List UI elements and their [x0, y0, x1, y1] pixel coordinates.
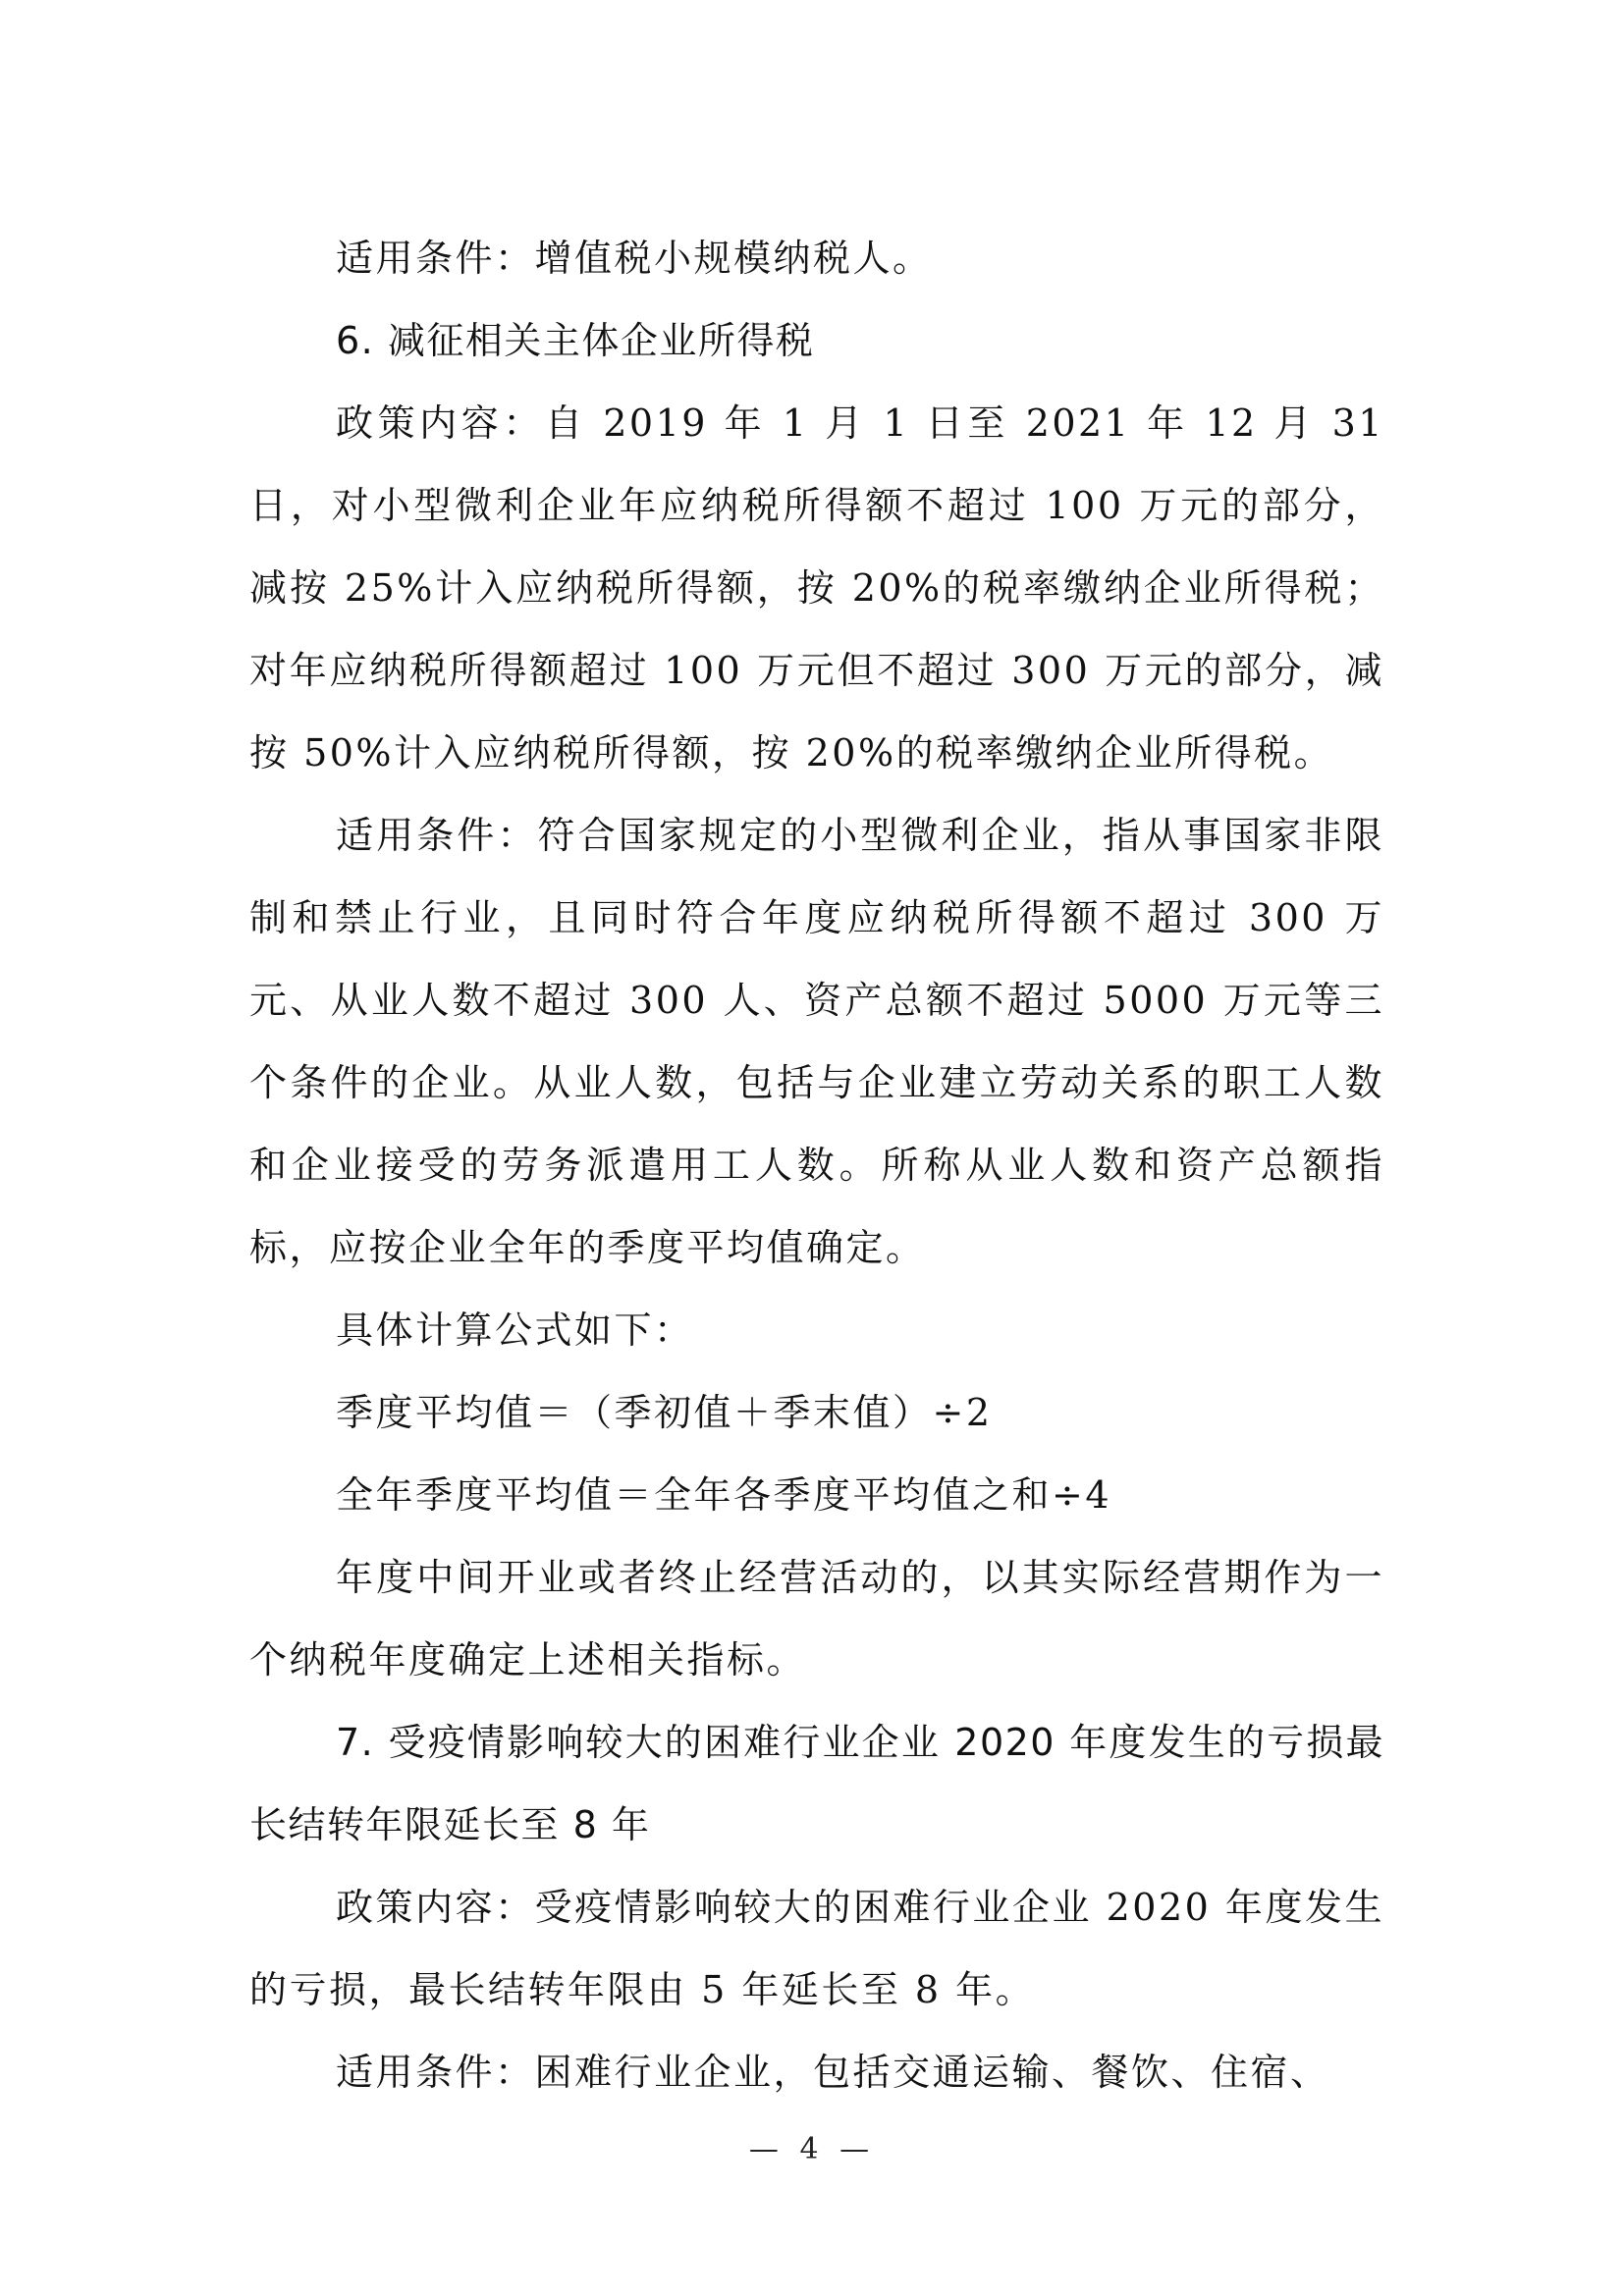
- applicable-conditions-paragraph: 适用条件：困难行业企业，包括交通运输、餐饮、住宿、: [336, 2051, 1330, 2094]
- document-body: [249, 217, 1384, 2113]
- body-paragraph: 年度中间开业或者终止经营活动的，以其实际经营期作为一个纳税年度确定上述相关指标。: [249, 1556, 1384, 1682]
- formula-line: 季度平均值＝（季初值＋季末值）÷2: [336, 1391, 993, 1434]
- policy-content-paragraph: 政策内容：受疫情影响较大的困难行业企业 2020 年度发生的亏损，最长结转年限由 5 年延长至 8 年。: [249, 1886, 1384, 2011]
- formula-intro-line: 具体计算公式如下：: [336, 1308, 694, 1352]
- applicable-conditions-paragraph: 适用条件：增值税小规模纳税人。: [336, 237, 933, 280]
- formula-line: 全年季度平均值＝全年各季度平均值之和÷4: [336, 1473, 1112, 1517]
- page-number: — 4 —: [748, 2132, 876, 2166]
- policy-content-paragraph: 政策内容：自 2019 年 1 月 1 日至 2021 年 12 月 31 日，对小型微利企业年应纳税所得额不超过 100 万元的部分，减按 25%计入应纳税所得额，按 20%的税率缴纳企业所得税；对年应纳税所得额超过 100 万元但不超过 300 万元的部分，减按 50%计入应纳税所得额，按 20%的税率缴纳企业所得税。: [249, 401, 1384, 774]
- applicable-conditions-paragraph: 适用条件：符合国家规定的小型微利企业，指从事国家非限制和禁止行业，且同时符合年度应纳税所得额不超过 300 万元、从业人数不超过 300 人、资产总额不超过 5000 万元等三个条件的企业。从业人数，包括与企业建立劳动关系的职工人数和企业接受的劳务派遣用工人数。所称从业人数和资产总额指标，应按企业全年的季度平均值确定。: [249, 814, 1384, 1269]
- section-heading-6: 6. 减征相关主体企业所得税: [336, 319, 815, 362]
- section-heading-7: 7. 受疫情影响较大的困难行业企业 2020 年度发生的亏损最长结转年限延长至 8 年: [249, 1721, 1384, 1846]
